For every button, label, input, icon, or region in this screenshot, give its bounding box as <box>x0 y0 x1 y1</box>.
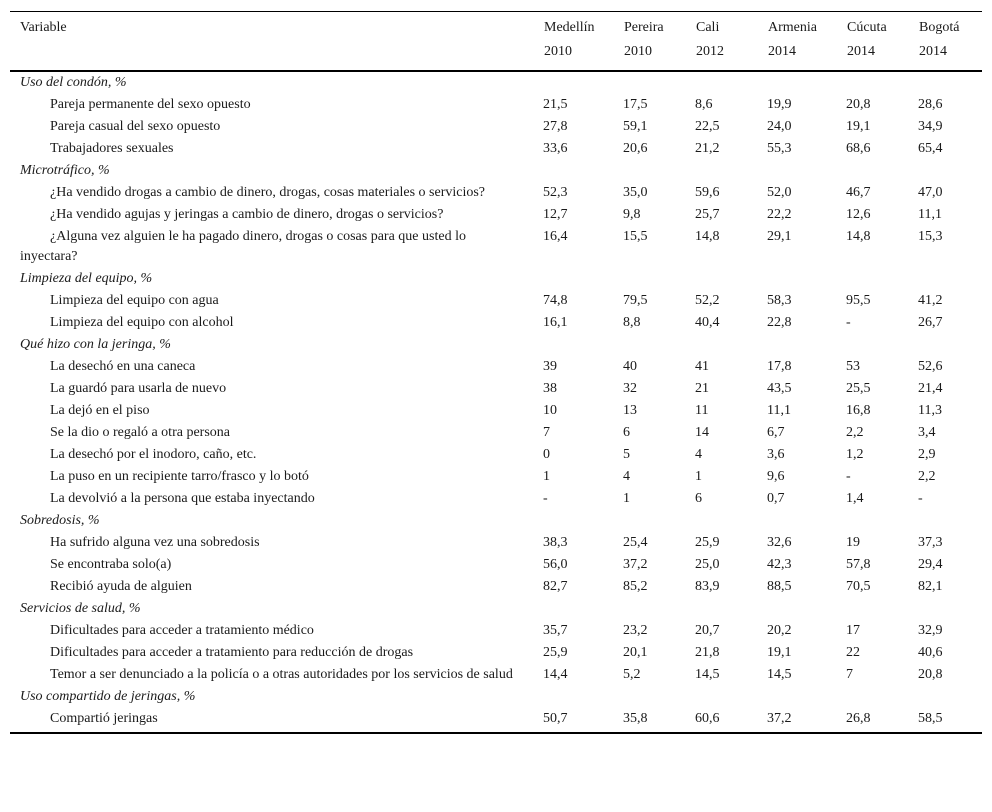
value-cell: 10 <box>543 403 557 418</box>
value-cell: 52,0 <box>767 185 792 200</box>
data-table-container <box>10 11 982 734</box>
header-year: 2012 <box>696 44 724 59</box>
row-label: La devolvió a la persona que estaba inyectando <box>50 491 315 506</box>
value-cell: 43,5 <box>767 381 792 396</box>
value-cell: 26,7 <box>918 315 943 330</box>
value-cell: 32 <box>623 381 637 396</box>
value-cell: 21,8 <box>695 645 720 660</box>
table-row <box>10 94 982 116</box>
header-city: Pereira <box>624 20 664 35</box>
value-cell: 53 <box>846 359 860 374</box>
value-cell: 22,2 <box>767 207 792 222</box>
value-cell: 58,5 <box>918 711 943 726</box>
value-cell: 42,3 <box>767 557 792 572</box>
value-cell: 47,0 <box>918 185 943 200</box>
value-cell: 7 <box>846 667 853 682</box>
value-cell: 5,2 <box>623 667 641 682</box>
value-cell: 37,3 <box>918 535 943 550</box>
value-cell: 25,7 <box>695 207 720 222</box>
table-header <box>10 12 982 72</box>
value-cell: 7 <box>543 425 550 440</box>
value-cell: 4 <box>623 469 630 484</box>
value-cell: 14,5 <box>695 667 720 682</box>
row-label: Recibió ayuda de alguien <box>50 579 192 594</box>
header-empty <box>10 41 543 71</box>
value-cell: 19 <box>846 535 860 550</box>
value-cell: 25,9 <box>695 535 720 550</box>
row-label: La puso en un recipiente tarro/frasco y lo botó <box>50 469 309 484</box>
header-variable: Variable <box>20 20 67 35</box>
value-cell: 59,6 <box>695 185 720 200</box>
table-row <box>10 708 982 733</box>
table-row <box>10 444 982 466</box>
table-row <box>10 312 982 334</box>
value-cell: 2,9 <box>918 447 936 462</box>
value-cell: 38,3 <box>543 535 568 550</box>
value-cell: 52,6 <box>918 359 943 374</box>
value-cell: 88,5 <box>767 579 792 594</box>
row-label: Se encontraba solo(a) <box>50 557 172 572</box>
row-label: Compartió jeringas <box>50 711 158 726</box>
value-cell: 11,1 <box>767 403 791 418</box>
value-cell: 29,4 <box>918 557 943 572</box>
value-cell: 26,8 <box>846 711 871 726</box>
table-row <box>10 422 982 444</box>
section-row <box>10 268 982 290</box>
row-label: La guardó para usarla de nuevo <box>50 381 227 396</box>
value-cell: 70,5 <box>846 579 871 594</box>
header-year: 2010 <box>544 44 572 59</box>
header-row-cities <box>10 12 982 42</box>
table-row <box>10 226 982 268</box>
value-cell: 40,6 <box>918 645 943 660</box>
value-cell: 25,5 <box>846 381 871 396</box>
value-cell: 25,4 <box>623 535 648 550</box>
value-cell: 17 <box>846 623 860 638</box>
value-cell: 14,8 <box>846 229 871 244</box>
header-year: 2014 <box>847 44 875 59</box>
value-cell: 12,7 <box>543 207 568 222</box>
value-cell: - <box>846 315 851 330</box>
value-cell: 83,9 <box>695 579 720 594</box>
value-cell: 13 <box>623 403 637 418</box>
value-cell: 3,4 <box>918 425 936 440</box>
value-cell: 14,8 <box>695 229 720 244</box>
section-row <box>10 334 982 356</box>
header-city: Bogotá <box>919 20 960 35</box>
value-cell: 41 <box>695 359 709 374</box>
table-row <box>10 400 982 422</box>
value-cell: 12,6 <box>846 207 871 222</box>
section-heading: Uso del condón, % <box>20 75 127 90</box>
value-cell: 37,2 <box>623 557 648 572</box>
section-heading: Sobredosis, % <box>20 513 100 528</box>
value-cell: 14 <box>695 425 709 440</box>
section-row <box>10 71 982 94</box>
value-cell: 56,0 <box>543 557 568 572</box>
row-label: Pareja casual del sexo opuesto <box>50 119 221 134</box>
value-cell: 52,3 <box>543 185 568 200</box>
value-cell: 37,2 <box>767 711 792 726</box>
table-row <box>10 378 982 400</box>
value-cell: 15,5 <box>623 229 648 244</box>
value-cell: 1 <box>543 469 550 484</box>
value-cell: 82,7 <box>543 579 568 594</box>
value-cell: 60,6 <box>695 711 720 726</box>
value-cell: 20,2 <box>767 623 792 638</box>
value-cell: 14,5 <box>767 667 792 682</box>
value-cell: 0,7 <box>767 491 785 506</box>
header-year: 2014 <box>919 44 947 59</box>
header-year: 2014 <box>768 44 796 59</box>
row-label: ¿Ha vendido agujas y jeringas a cambio de dinero, drogas o servicios? <box>50 207 444 222</box>
value-cell: 17,5 <box>623 97 648 112</box>
value-cell: 35,0 <box>623 185 648 200</box>
value-cell: 46,7 <box>846 185 871 200</box>
value-cell: 68,6 <box>846 141 871 156</box>
value-cell: 20,7 <box>695 623 720 638</box>
row-label: Limpieza del equipo con agua <box>50 293 219 308</box>
row-label: Pareja permanente del sexo opuesto <box>50 97 251 112</box>
value-cell: 4 <box>695 447 702 462</box>
value-cell: 22,8 <box>767 315 792 330</box>
value-cell: 32,6 <box>767 535 792 550</box>
value-cell: 9,6 <box>767 469 785 484</box>
section-heading: Servicios de salud, % <box>20 601 141 616</box>
table-row <box>10 466 982 488</box>
table-row <box>10 620 982 642</box>
value-cell: 74,8 <box>543 293 568 308</box>
value-cell: 16,1 <box>543 315 568 330</box>
value-cell: 24,0 <box>767 119 792 134</box>
value-cell: 82,1 <box>918 579 943 594</box>
value-cell: 23,2 <box>623 623 648 638</box>
header-city: Armenia <box>768 20 817 35</box>
value-cell: 1 <box>623 491 630 506</box>
value-cell: 50,7 <box>543 711 568 726</box>
section-heading: Qué hizo con la jeringa, % <box>20 337 171 352</box>
value-cell: 19,9 <box>767 97 792 112</box>
section-row <box>10 686 982 708</box>
header-year: 2010 <box>624 44 652 59</box>
value-cell: 9,8 <box>623 207 641 222</box>
value-cell: 8,6 <box>695 97 713 112</box>
value-cell: 34,9 <box>918 119 943 134</box>
value-cell: 52,2 <box>695 293 720 308</box>
value-cell: 35,7 <box>543 623 568 638</box>
value-cell: 17,8 <box>767 359 792 374</box>
section-row <box>10 510 982 532</box>
value-cell: 55,3 <box>767 141 792 156</box>
table-row <box>10 576 982 598</box>
value-cell: 65,4 <box>918 141 943 156</box>
value-cell: 21,4 <box>918 381 943 396</box>
header-city: Cali <box>696 20 720 35</box>
value-cell: 15,3 <box>918 229 943 244</box>
value-cell: 57,8 <box>846 557 871 572</box>
row-label: ¿Ha vendido drogas a cambio de dinero, drogas, cosas materiales o servicios? <box>50 185 486 200</box>
table-row <box>10 138 982 160</box>
value-cell: 33,6 <box>543 141 568 156</box>
data-table <box>10 11 982 734</box>
value-cell: 28,6 <box>918 97 943 112</box>
value-cell: - <box>846 469 851 484</box>
value-cell: 20,1 <box>623 645 648 660</box>
value-cell: 11,1 <box>918 207 942 222</box>
value-cell: 14,4 <box>543 667 568 682</box>
section-heading: Uso compartido de jeringas, % <box>20 689 196 704</box>
value-cell: 21 <box>695 381 709 396</box>
table-row <box>10 290 982 312</box>
value-cell: - <box>918 491 923 506</box>
value-cell: - <box>543 491 548 506</box>
value-cell: 32,9 <box>918 623 943 638</box>
value-cell: 20,8 <box>918 667 943 682</box>
value-cell: 27,8 <box>543 119 568 134</box>
table-row <box>10 642 982 664</box>
value-cell: 41,2 <box>918 293 943 308</box>
value-cell: 11,3 <box>918 403 942 418</box>
row-label: La desechó por el inodoro, caño, etc. <box>50 447 257 462</box>
value-cell: 38 <box>543 381 557 396</box>
header-city: Medellín <box>544 20 595 35</box>
table-row <box>10 182 982 204</box>
value-cell: 25,0 <box>695 557 720 572</box>
row-label: La dejó en el piso <box>50 403 150 418</box>
value-cell: 25,9 <box>543 645 568 660</box>
section-heading: Limpieza del equipo, % <box>20 271 153 286</box>
table-row <box>10 204 982 226</box>
value-cell: 40 <box>623 359 637 374</box>
row-label: La desechó en una caneca <box>50 359 196 374</box>
table-row <box>10 356 982 378</box>
value-cell: 2,2 <box>918 469 936 484</box>
value-cell: 11 <box>695 403 709 418</box>
value-cell: 20,8 <box>846 97 871 112</box>
value-cell: 19,1 <box>767 645 792 660</box>
value-cell: 21,5 <box>543 97 568 112</box>
row-label: Se la dio o regaló a otra persona <box>50 425 230 440</box>
table-row <box>10 116 982 138</box>
header-row-years <box>10 41 982 71</box>
value-cell: 3,6 <box>767 447 785 462</box>
value-cell: 59,1 <box>623 119 648 134</box>
value-cell: 0 <box>543 447 550 462</box>
value-cell: 39 <box>543 359 557 374</box>
value-cell: 16,4 <box>543 229 568 244</box>
row-label: Trabajadores sexuales <box>50 141 174 156</box>
value-cell: 5 <box>623 447 630 462</box>
section-row <box>10 160 982 182</box>
table-row <box>10 532 982 554</box>
table-row <box>10 488 982 510</box>
section-row <box>10 598 982 620</box>
table-row <box>10 664 982 686</box>
row-label: ¿Alguna vez alguien le ha pagado dinero, drogas o cosas para que usted lo inyectara? <box>20 229 466 264</box>
value-cell: 79,5 <box>623 293 648 308</box>
value-cell: 1,2 <box>846 447 864 462</box>
row-label: Ha sufrido alguna vez una sobredosis <box>50 535 260 550</box>
value-cell: 8,8 <box>623 315 641 330</box>
value-cell: 35,8 <box>623 711 648 726</box>
value-cell: 2,2 <box>846 425 864 440</box>
value-cell: 20,6 <box>623 141 648 156</box>
value-cell: 58,3 <box>767 293 792 308</box>
table-body <box>10 71 982 733</box>
row-label: Dificultades para acceder a tratamiento médico <box>50 623 314 638</box>
value-cell: 6 <box>623 425 630 440</box>
section-heading: Microtráfico, % <box>20 163 110 178</box>
value-cell: 85,2 <box>623 579 648 594</box>
value-cell: 6 <box>695 491 702 506</box>
value-cell: 22,5 <box>695 119 720 134</box>
value-cell: 95,5 <box>846 293 871 308</box>
value-cell: 21,2 <box>695 141 720 156</box>
header-city: Cúcuta <box>847 20 887 35</box>
value-cell: 6,7 <box>767 425 785 440</box>
value-cell: 40,4 <box>695 315 720 330</box>
row-label: Dificultades para acceder a tratamiento para reducción de drogas <box>50 645 414 660</box>
value-cell: 16,8 <box>846 403 871 418</box>
value-cell: 22 <box>846 645 860 660</box>
value-cell: 1 <box>695 469 702 484</box>
table-row <box>10 554 982 576</box>
value-cell: 29,1 <box>767 229 792 244</box>
row-label: Limpieza del equipo con alcohol <box>50 315 234 330</box>
value-cell: 1,4 <box>846 491 864 506</box>
value-cell: 19,1 <box>846 119 871 134</box>
row-label: Temor a ser denunciado a la policía o a otras autoridades por los servicios de salud <box>50 667 513 682</box>
